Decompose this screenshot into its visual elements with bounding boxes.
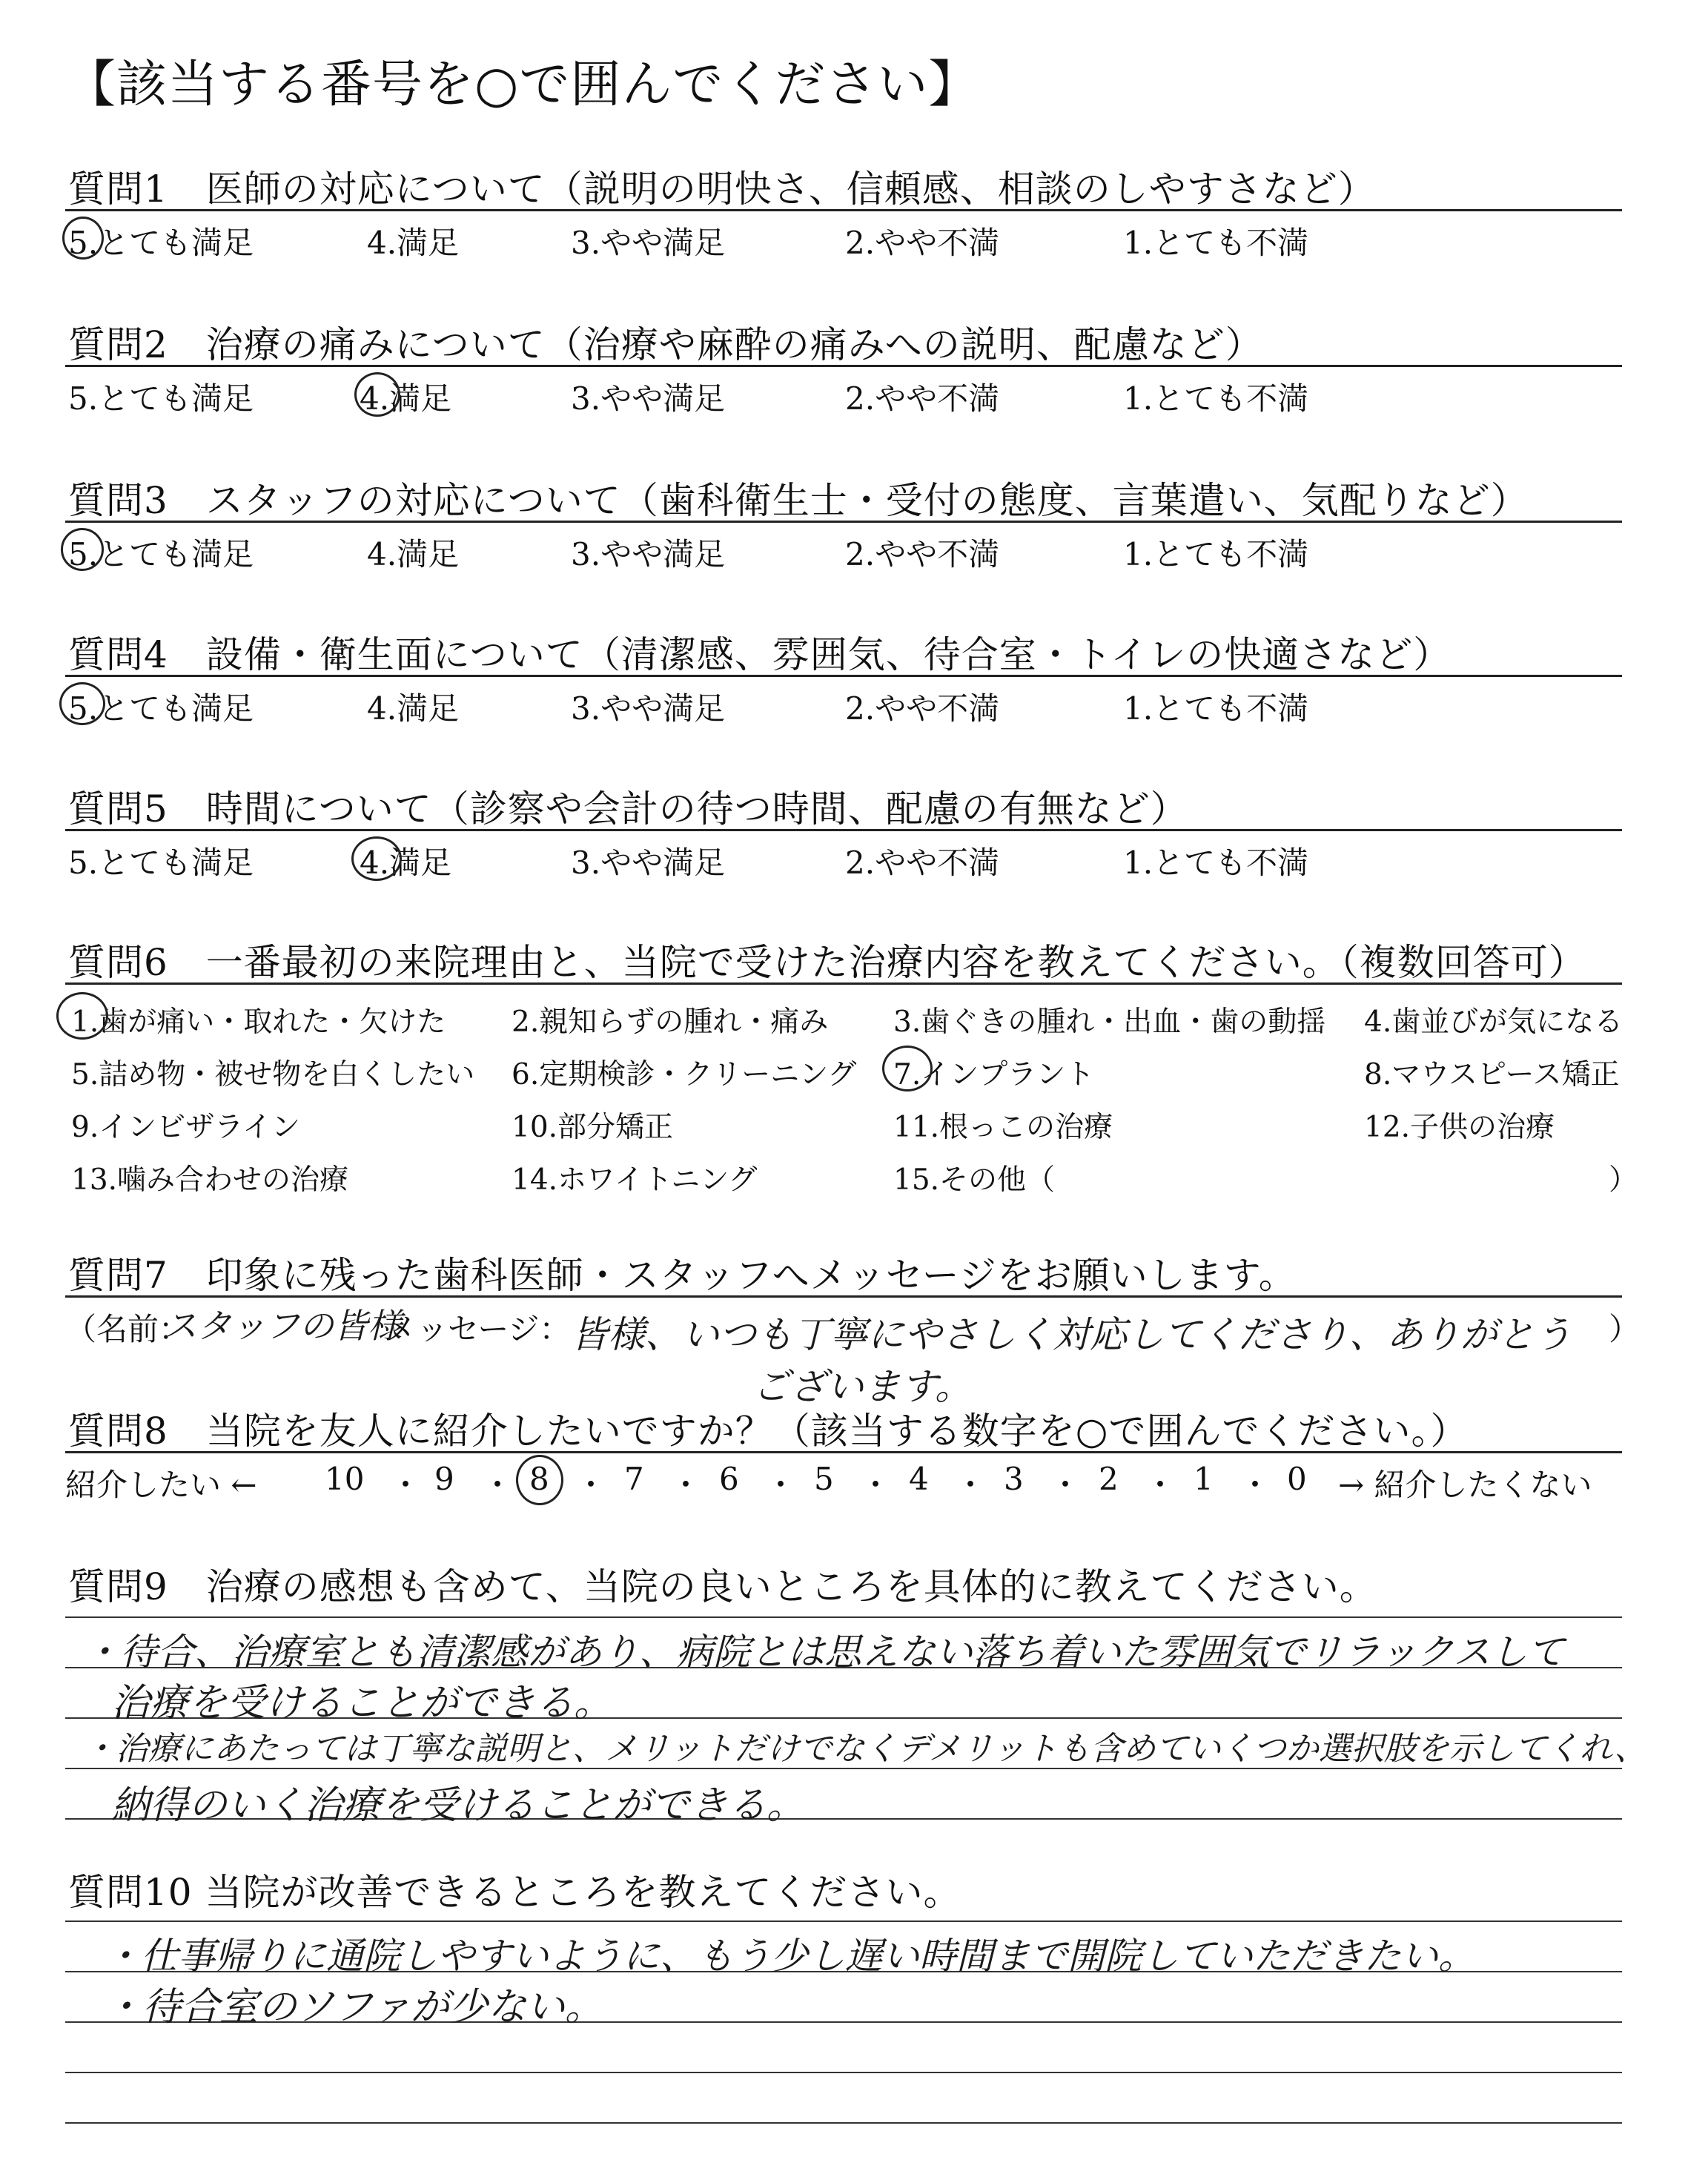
q4-option-3[interactable]: 3.やや満足 bbox=[571, 690, 726, 727]
q6-item-3[interactable]: 3.歯ぐきの腫れ・出血・歯の動揺 bbox=[893, 1005, 1326, 1039]
q7-name-value[interactable]: スタッフの皆様 bbox=[163, 1306, 402, 1346]
q5-title: 質問5 時間について（診察や会計の待つ時間、配慮の有無など） bbox=[68, 787, 1188, 830]
q8-scale-6[interactable]: 6 bbox=[719, 1461, 739, 1497]
q5-option-5[interactable]: 5.とても満足 bbox=[68, 845, 254, 881]
q6-item-15[interactable]: 15.その他（ bbox=[893, 1163, 1056, 1197]
q8-scale-0[interactable]: 0 bbox=[1287, 1461, 1307, 1497]
q8-scale-8[interactable]: 8 bbox=[529, 1461, 549, 1497]
q6-item-7[interactable]: 7.インプラント bbox=[893, 1058, 1095, 1091]
q8-dot: ・ bbox=[390, 1467, 422, 1503]
q5-selection-circle bbox=[351, 836, 402, 881]
q7-message-label: メッセージ： bbox=[385, 1311, 571, 1347]
q5-option-1[interactable]: 1.とても不満 bbox=[1123, 845, 1309, 881]
q3-option-4[interactable]: 4.満足 bbox=[367, 536, 460, 572]
q2-option-2[interactable]: 2.やや不満 bbox=[845, 380, 1000, 417]
q8-dot: ・ bbox=[765, 1467, 797, 1503]
q1-option-1[interactable]: 1.とても不満 bbox=[1123, 225, 1309, 261]
q4-selection-circle bbox=[59, 682, 105, 725]
q8-dot: ・ bbox=[670, 1467, 702, 1503]
q3-option-5[interactable]: 5.とても満足 bbox=[68, 536, 254, 572]
q1-option-3[interactable]: 3.やや満足 bbox=[571, 225, 726, 261]
q7-name-label: （名前： bbox=[65, 1311, 191, 1347]
q9-answer-line-3[interactable]: ・治療にあたっては丁寧な説明と、メリットだけでなくデメリットも含めていくつか選択肢を示してくれ、 bbox=[83, 1730, 1647, 1768]
q4-rule bbox=[65, 675, 1622, 677]
q10-answer-line-2[interactable]: ・待合室のソファが少ない。 bbox=[104, 1985, 603, 2029]
q1-rule bbox=[65, 209, 1622, 211]
q7-message-line-1[interactable]: 皆様、いつも丁寧にやさしく対応してくださり、ありがとう bbox=[571, 1313, 1572, 1356]
q6-item-2[interactable]: 2.親知らずの腫れ・痛み bbox=[512, 1005, 829, 1039]
q6-item-8[interactable]: 8.マウスピース矯正 bbox=[1364, 1058, 1620, 1091]
q3-title: 質問3 スタッフの対応について（歯科衛生士・受付の態度、言葉遣い、気配りなど） bbox=[68, 479, 1529, 522]
q1-option-5[interactable]: 5.とても満足 bbox=[68, 225, 254, 261]
q4-title: 質問4 設備・衛生面について（清潔感、雰囲気、待合室・トイレの快適さなど） bbox=[68, 633, 1452, 676]
q1-title: 質問1 医師の対応について（説明の明快さ、信頼感、相談のしやすさなど） bbox=[68, 168, 1376, 211]
q6-item-4[interactable]: 4.歯並びが気になる bbox=[1364, 1005, 1623, 1039]
q8-title: 質問8 当院を友人に紹介したいですか？（該当する数字を○で囲んでください。） bbox=[68, 1410, 1469, 1453]
q8-scale-10[interactable]: 10 bbox=[325, 1461, 365, 1497]
q8-scale-1[interactable]: 1 bbox=[1194, 1461, 1214, 1497]
q9-title: 質問9 治療の感想も含めて、当院の良いところを具体的に教えてください。 bbox=[68, 1565, 1377, 1608]
q10-rule-5 bbox=[65, 2122, 1622, 2124]
q6-item-14[interactable]: 14.ホワイトニング bbox=[512, 1163, 758, 1197]
q10-rule-4 bbox=[65, 2072, 1622, 2073]
q4-option-2[interactable]: 2.やや不満 bbox=[845, 690, 1000, 727]
q8-left-label: 紹介したい ← bbox=[65, 1467, 257, 1503]
q10-answer-line-1[interactable]: ・仕事帰りに通院しやすいように、もう少し遅い時間まで開院していただきたい。 bbox=[104, 1935, 1475, 1978]
q7-rule bbox=[65, 1295, 1622, 1298]
q5-option-3[interactable]: 3.やや満足 bbox=[571, 845, 726, 881]
q8-dot: ・ bbox=[955, 1467, 987, 1503]
q8-selection-circle bbox=[516, 1455, 563, 1505]
q8-scale-7[interactable]: 7 bbox=[624, 1461, 644, 1497]
q4-option-4[interactable]: 4.満足 bbox=[367, 690, 460, 727]
q8-scale-2[interactable]: 2 bbox=[1099, 1461, 1119, 1497]
q6-other-close-paren: ） bbox=[1609, 1163, 1638, 1197]
q2-option-1[interactable]: 1.とても不満 bbox=[1123, 380, 1309, 417]
q10-title: 質問10 当院が改善できるところを教えてください。 bbox=[68, 1871, 961, 1914]
q1-selection-circle bbox=[62, 217, 104, 260]
q6-item-6[interactable]: 6.定期検診・クリーニング bbox=[512, 1058, 857, 1091]
q8-dot: ・ bbox=[575, 1467, 607, 1503]
q6-item-11[interactable]: 11.根っこの治療 bbox=[893, 1111, 1113, 1144]
q6-selection-circle-7 bbox=[882, 1046, 933, 1091]
q8-scale-3[interactable]: 3 bbox=[1004, 1461, 1024, 1497]
q3-rule bbox=[65, 521, 1622, 523]
q1-option-4[interactable]: 4.満足 bbox=[367, 225, 460, 261]
q2-option-4[interactable]: 4.満足 bbox=[360, 380, 452, 417]
q3-option-3[interactable]: 3.やや満足 bbox=[571, 536, 726, 572]
q6-item-13[interactable]: 13.噛み合わせの治療 bbox=[71, 1163, 349, 1197]
q5-option-2[interactable]: 2.やや不満 bbox=[845, 845, 1000, 881]
q8-scale-9[interactable]: 9 bbox=[434, 1461, 454, 1497]
q2-rule bbox=[65, 365, 1622, 367]
q5-option-4[interactable]: 4.満足 bbox=[360, 845, 452, 881]
q4-option-5[interactable]: 5.とても満足 bbox=[68, 690, 254, 727]
q6-item-10[interactable]: 10.部分矯正 bbox=[512, 1111, 674, 1144]
q8-dot: ・ bbox=[482, 1467, 514, 1503]
q2-option-3[interactable]: 3.やや満足 bbox=[571, 380, 726, 417]
q3-option-2[interactable]: 2.やや不満 bbox=[845, 536, 1000, 572]
q6-item-1[interactable]: 1.歯が痛い・取れた・欠けた bbox=[71, 1005, 446, 1039]
q2-option-5[interactable]: 5.とても満足 bbox=[68, 380, 254, 417]
q7-title: 質問7 印象に残った歯科医師・スタッフへメッセージをお願いします。 bbox=[68, 1254, 1297, 1297]
q9-answer-line-2[interactable]: 治療を受けることができる。 bbox=[111, 1681, 613, 1725]
q3-option-1[interactable]: 1.とても不満 bbox=[1123, 536, 1309, 572]
q10-rule-1 bbox=[65, 1920, 1622, 1922]
q2-title: 質問2 治療の痛みについて（治療や麻酔の痛みへの説明、配慮など） bbox=[68, 323, 1263, 366]
q4-option-1[interactable]: 1.とても不満 bbox=[1123, 690, 1309, 727]
q9-answer-line-1[interactable]: ・待合、治療室とも清潔感があり、病院とは思えない落ち着いた雰囲気でリラックスして bbox=[83, 1631, 1565, 1674]
form-header: 【該当する番号を○で囲んでください】 bbox=[65, 56, 980, 114]
q5-rule bbox=[65, 829, 1622, 831]
q8-dot: ・ bbox=[1145, 1467, 1176, 1503]
q6-rule bbox=[65, 982, 1622, 985]
q8-dot: ・ bbox=[1239, 1467, 1271, 1503]
q6-item-5[interactable]: 5.詰め物・被せ物を白くしたい bbox=[71, 1058, 475, 1091]
q7-close-paren: ） bbox=[1609, 1311, 1641, 1347]
q9-answer-line-4[interactable]: 納得のいく治療を受けることができる。 bbox=[111, 1783, 806, 1828]
q8-rule bbox=[65, 1451, 1622, 1453]
q6-item-9[interactable]: 9.インビザライン bbox=[71, 1111, 301, 1144]
q8-right-label: → 紹介したくない bbox=[1338, 1467, 1592, 1503]
q3-selection-circle bbox=[61, 528, 104, 571]
q7-message-line-2[interactable]: ございます。 bbox=[752, 1365, 972, 1408]
q6-title: 質問6 一番最初の来院理由と、当院で受けた治療内容を教えてください。（複数回答可） bbox=[68, 941, 1586, 984]
q9-rule-1 bbox=[65, 1616, 1622, 1618]
q1-option-2[interactable]: 2.やや不満 bbox=[845, 225, 1000, 261]
q8-dot: ・ bbox=[1050, 1467, 1082, 1503]
q8-scale-4[interactable]: 4 bbox=[909, 1461, 929, 1497]
q6-selection-circle-1 bbox=[56, 992, 108, 1040]
q2-selection-circle bbox=[354, 372, 400, 417]
q6-item-12[interactable]: 12.子供の治療 bbox=[1364, 1111, 1555, 1144]
q8-scale-5[interactable]: 5 bbox=[814, 1461, 834, 1497]
q8-dot: ・ bbox=[860, 1467, 892, 1503]
